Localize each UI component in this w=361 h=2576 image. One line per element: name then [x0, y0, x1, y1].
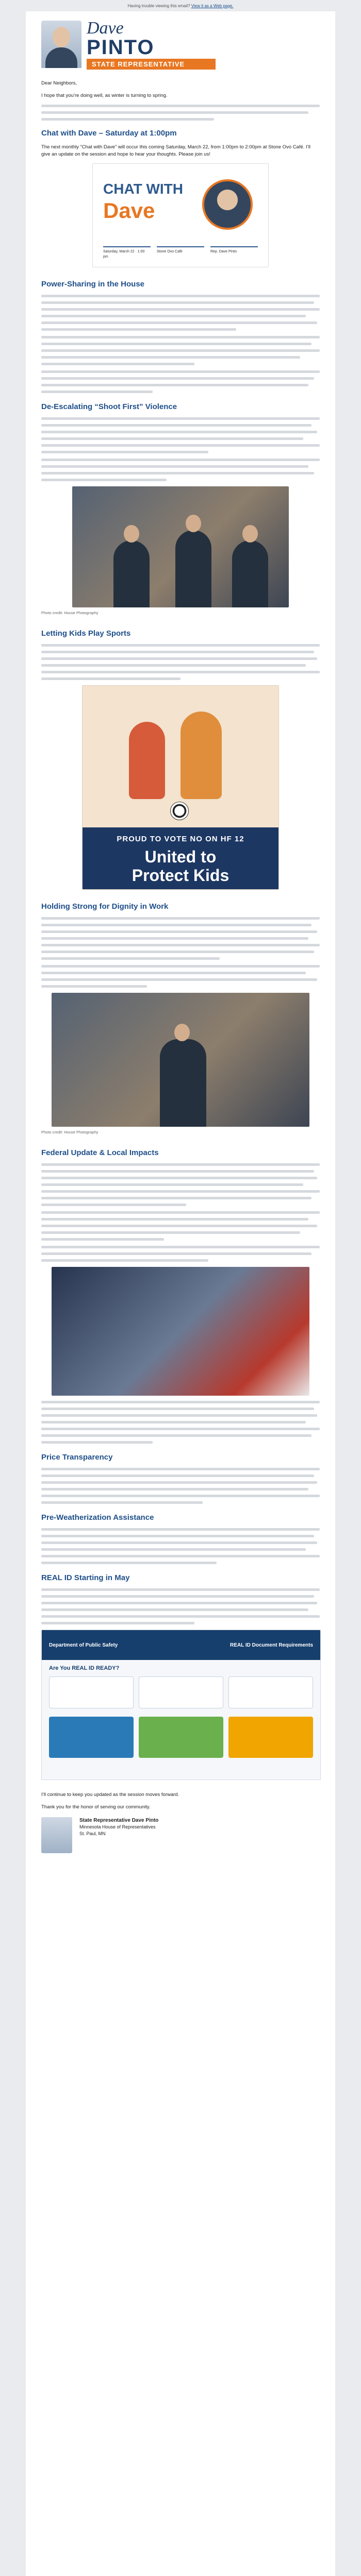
- chat-section: [41, 126, 320, 267]
- id-card-icon: [139, 1676, 223, 1708]
- chat-when: Saturday, March 22 · 1:00 pm: [103, 246, 151, 260]
- protect-kids-text: Protect Kids: [132, 866, 229, 885]
- real-id-section: [41, 1570, 320, 1780]
- real-id-infographic: [41, 1630, 321, 1780]
- first-name: Dave: [87, 19, 124, 38]
- photo-caption-2: Photo credit: House Photography: [41, 1130, 99, 1134]
- id-card-icon: [228, 1676, 313, 1708]
- federal-heading: Federal Update & Local Impacts: [41, 1148, 159, 1157]
- united-text: United to: [144, 848, 217, 866]
- real-id-requirements-label: REAL ID Document Requirements: [230, 1642, 313, 1648]
- newsletter-header: [26, 11, 335, 70]
- newsletter-card: [26, 11, 335, 2576]
- chat-who: Rep. Dave Pinto: [210, 246, 258, 260]
- dignity-heading: Holding Strong for Dignity in Work: [41, 902, 169, 911]
- chat-graphic-line2: Dave: [103, 198, 155, 223]
- chat-with-dave-graphic: [92, 163, 269, 267]
- chat-graphic-line1: CHAT WITH: [103, 181, 183, 197]
- chat-portrait: [202, 179, 253, 230]
- weatherization-heading: Pre-Weatherization Assistance: [41, 1513, 154, 1522]
- chat-where: Stone Ovo Café: [157, 246, 204, 260]
- power-heading: Power-Sharing in the House: [41, 280, 145, 289]
- signature-name: State Representative Dave Pinto: [79, 1818, 159, 1823]
- chat-text: The next monthly “Chat with Dave” will occur this coming Saturday, March 22, from 1:00pm to 2:00pm at Stone Ovo Café. I’ll give an update on the session and hope to hear your thoughts. Please join us!: [41, 144, 311, 157]
- price-section: [41, 1450, 320, 1504]
- signature-portrait: [41, 1817, 72, 1853]
- thanks-text: Thank you for the honor of serving our community.: [41, 1804, 151, 1810]
- view-as-webpage-link[interactable]: View it as a Web page.: [191, 3, 234, 8]
- floor-speech-photo: [52, 993, 309, 1127]
- kids-sports-heading: Letting Kids Play Sports: [41, 629, 131, 638]
- vote-no-text: PROUD TO VOTE NO ON HF 12: [117, 835, 244, 843]
- browser-view-banner: [0, 0, 361, 11]
- banner-text: Having trouble viewing this email?: [127, 3, 190, 8]
- protect-kids-graphic: [82, 685, 279, 890]
- step-box: [228, 1717, 313, 1758]
- federal-section: [41, 1145, 320, 1444]
- intro-text: I hope that you’re doing well, as winter is turning to spring.: [41, 93, 168, 98]
- closing-section: [41, 1788, 320, 1853]
- dps-label: Department of Public Safety: [49, 1642, 118, 1648]
- closing-text: I’ll continue to keep you updated as the session moves forward.: [41, 1792, 179, 1798]
- price-heading: Price Transparency: [41, 1453, 113, 1462]
- signature-office: Minnesota House of Representatives: [79, 1824, 156, 1829]
- representative-portrait: [41, 21, 81, 68]
- soccer-ball-icon: [170, 802, 189, 820]
- rally-photo: [52, 1267, 309, 1396]
- greeting: Dear Neighbors,: [41, 80, 77, 86]
- signature-block: [41, 1817, 320, 1853]
- weatherization-section: [41, 1510, 320, 1564]
- id-card-icon: [49, 1676, 134, 1708]
- kids-sports-section: [41, 626, 320, 890]
- last-name: PINTO: [87, 36, 155, 59]
- role-bar: STATE REPRESENTATIVE: [87, 59, 216, 70]
- signature-city: St. Paul, MN: [79, 1831, 106, 1836]
- photo-caption: Photo credit: House Photography: [41, 611, 99, 615]
- real-id-question: Are You REAL ID READY?: [49, 1665, 120, 1671]
- shoot-first-section: [41, 399, 320, 617]
- committee-photo: [72, 486, 289, 607]
- real-id-heading: REAL ID Starting in May: [41, 1573, 130, 1582]
- power-section: [41, 277, 320, 393]
- chat-heading: Chat with Dave – Saturday at 1:00pm: [41, 129, 177, 138]
- shoot-first-heading: De-Escalating “Shoot First” Violence: [41, 402, 177, 411]
- dignity-section: [41, 899, 320, 1136]
- step-box: [139, 1717, 223, 1758]
- step-box: [49, 1717, 134, 1758]
